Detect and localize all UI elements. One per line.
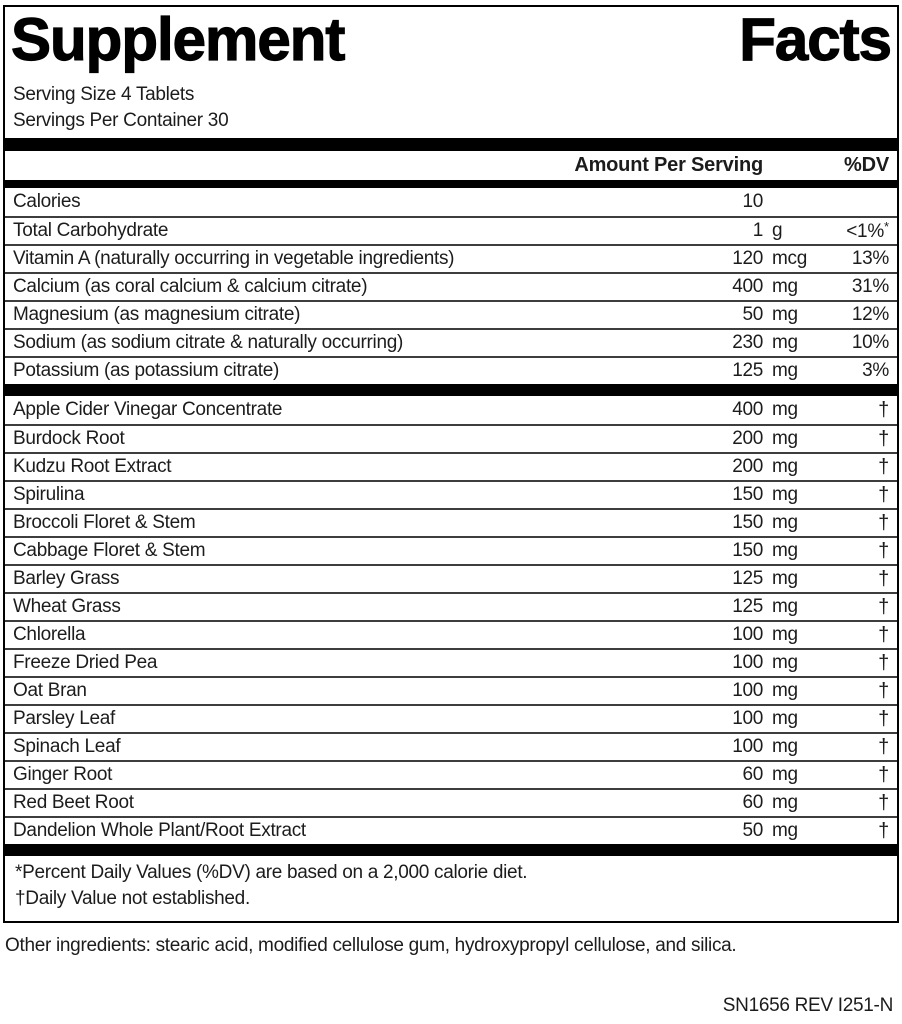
amount-value: 200 — [732, 428, 763, 449]
serving-info — [5, 72, 897, 138]
table-row — [5, 536, 897, 564]
amount-value: 50 — [742, 304, 763, 325]
amount-value: 125 — [732, 596, 763, 617]
dv-value: † — [878, 763, 889, 786]
table-row — [5, 272, 897, 300]
dv-column-header: %DV — [844, 154, 889, 176]
table-row — [5, 816, 897, 844]
amount-column-header: Amount Per Serving — [574, 154, 763, 176]
amount-unit: mg — [772, 456, 798, 477]
amount-value: 150 — [732, 540, 763, 561]
table-row — [5, 788, 897, 816]
servings-per-container: Servings Per Container 30 — [13, 110, 229, 131]
thick-divider-middle — [5, 384, 897, 396]
ingredient-name: Apple Cider Vinegar Concentrate — [13, 399, 283, 420]
dv-value: 12% — [851, 304, 889, 325]
ingredient-name: Spirulina — [13, 484, 85, 505]
table-row — [5, 592, 897, 620]
amount-value: 60 — [742, 792, 763, 813]
dv-value: † — [878, 595, 889, 618]
amount-value: 60 — [742, 764, 763, 785]
dv-value: † — [878, 455, 889, 478]
table-row — [5, 328, 897, 356]
amount-value: 200 — [732, 456, 763, 477]
amount-value: 100 — [732, 680, 763, 701]
ingredient-name: Magnesium (as magnesium citrate) — [13, 304, 301, 325]
amount-unit: mg — [772, 540, 798, 561]
ingredient-name: Oat Bran — [13, 680, 87, 701]
table-row — [5, 244, 897, 272]
table-row — [5, 676, 897, 704]
dv-value: † — [878, 511, 889, 534]
ingredient-name: Kudzu Root Extract — [13, 456, 172, 477]
ingredient-name: Calcium (as coral calcium & calcium citrate) — [13, 276, 368, 297]
amount-unit: mg — [772, 708, 798, 729]
ingredient-name: Freeze Dried Pea — [13, 652, 158, 673]
supplement-facts-panel — [3, 5, 899, 923]
table-row — [5, 356, 897, 384]
amount-value: 50 — [742, 820, 763, 841]
dv-value: † — [878, 819, 889, 842]
ingredient-name: Calories — [13, 191, 81, 212]
dv-value: † — [878, 567, 889, 590]
dv-value: † — [878, 539, 889, 562]
amount-unit: mg — [772, 624, 798, 645]
amount-unit: mg — [772, 736, 798, 757]
ingredient-name: Potassium (as potassium citrate) — [13, 360, 279, 381]
amount-unit: mg — [772, 512, 798, 533]
panel-title-word-2: Facts — [739, 6, 891, 73]
footnotes — [5, 856, 897, 921]
header-divider — [5, 180, 897, 188]
amount-value: 230 — [732, 332, 763, 353]
table-row — [5, 216, 897, 244]
table-row — [5, 508, 897, 536]
amount-unit: mg — [772, 680, 798, 701]
ingredient-name: Broccoli Floret & Stem — [13, 512, 196, 533]
amount-value: 400 — [732, 399, 763, 420]
ingredient-name: Burdock Root — [13, 428, 125, 449]
table-row — [5, 732, 897, 760]
thick-divider-bottom — [5, 844, 897, 856]
dv-value: † — [878, 791, 889, 814]
amount-value: 100 — [732, 624, 763, 645]
column-header-row — [5, 151, 897, 180]
table-row — [5, 396, 897, 424]
ingredient-name: Spinach Leaf — [13, 736, 121, 757]
dv-value: † — [878, 427, 889, 450]
dv-value: 10% — [851, 332, 889, 353]
ingredient-name: Total Carbohydrate — [13, 220, 169, 241]
table-row — [5, 424, 897, 452]
amount-value: 10 — [742, 191, 763, 212]
ingredient-name: Vitamin A (naturally occurring in vegetable ingredients) — [13, 248, 455, 269]
ingredient-name: Wheat Grass — [13, 596, 121, 617]
other-ingredients: Other ingredients: stearic acid, modified cellulose gum, hydroxypropyl cellulose, and silica. — [5, 935, 737, 956]
panel-title-word-1: Supplement — [11, 6, 345, 73]
amount-value: 150 — [732, 484, 763, 505]
amount-value: 100 — [732, 708, 763, 729]
amount-value: 400 — [732, 276, 763, 297]
amount-unit: mg — [772, 484, 798, 505]
table-row — [5, 760, 897, 788]
dv-value: † — [878, 623, 889, 646]
amount-unit: mg — [772, 792, 798, 813]
amount-value: 120 — [732, 248, 763, 269]
amount-value: 1 — [752, 220, 763, 241]
amount-unit: mg — [772, 399, 798, 420]
amount-unit: mg — [772, 568, 798, 589]
amount-unit: mg — [772, 332, 798, 353]
ingredient-name: Ginger Root — [13, 764, 113, 785]
table-row — [5, 620, 897, 648]
dv-value: † — [878, 707, 889, 730]
ingredient-name: Dandelion Whole Plant/Root Extract — [13, 820, 306, 841]
amount-value: 100 — [732, 736, 763, 757]
amount-unit: mg — [772, 304, 798, 325]
table-row — [5, 452, 897, 480]
table-row — [5, 564, 897, 592]
table-row — [5, 300, 897, 328]
amount-value: 150 — [732, 512, 763, 533]
dv-value: 31% — [851, 276, 889, 297]
amount-unit: mg — [772, 652, 798, 673]
table-row — [5, 704, 897, 732]
dv-value: † — [878, 679, 889, 702]
ingredient-name: Sodium (as sodium citrate & naturally occurring) — [13, 332, 404, 353]
ingredient-name: Barley Grass — [13, 568, 120, 589]
amount-unit: mg — [772, 428, 798, 449]
amount-unit: mg — [772, 596, 798, 617]
table-row — [5, 188, 897, 216]
nutrient-rows — [5, 188, 897, 384]
ingredient-name: Parsley Leaf — [13, 708, 116, 729]
botanical-rows — [5, 396, 897, 844]
amount-unit: mg — [772, 360, 798, 381]
amount-unit: mg — [772, 764, 798, 785]
footnote-percent-dv: *Percent Daily Values (%DV) are based on a 2,000 calorie diet. — [15, 862, 528, 883]
dv-value: 3% — [862, 360, 889, 381]
dv-value: 13% — [851, 248, 889, 269]
thick-divider-top — [5, 138, 897, 151]
serving-size: Serving Size 4 Tablets — [13, 84, 195, 105]
table-row — [5, 480, 897, 508]
amount-value: 100 — [732, 652, 763, 673]
amount-unit: g — [772, 220, 783, 241]
ingredient-name: Chlorella — [13, 624, 86, 645]
table-row — [5, 648, 897, 676]
amount-unit: mg — [772, 276, 798, 297]
ingredient-name: Cabbage Floret & Stem — [13, 540, 206, 561]
amount-unit: mg — [772, 820, 798, 841]
dv-value: † — [878, 651, 889, 674]
amount-unit: mcg — [772, 248, 807, 269]
amount-value: 125 — [732, 568, 763, 589]
panel-title — [5, 7, 897, 72]
product-code: SN1656 REV I251-N — [722, 995, 893, 1016]
ingredient-name: Red Beet Root — [13, 792, 134, 813]
dv-value: † — [878, 483, 889, 506]
footnote-daily-value: †Daily Value not established. — [15, 888, 250, 909]
dv-value: † — [878, 735, 889, 758]
dv-value: † — [878, 398, 889, 421]
amount-value: 125 — [732, 360, 763, 381]
dv-value: <1%* — [846, 219, 889, 242]
